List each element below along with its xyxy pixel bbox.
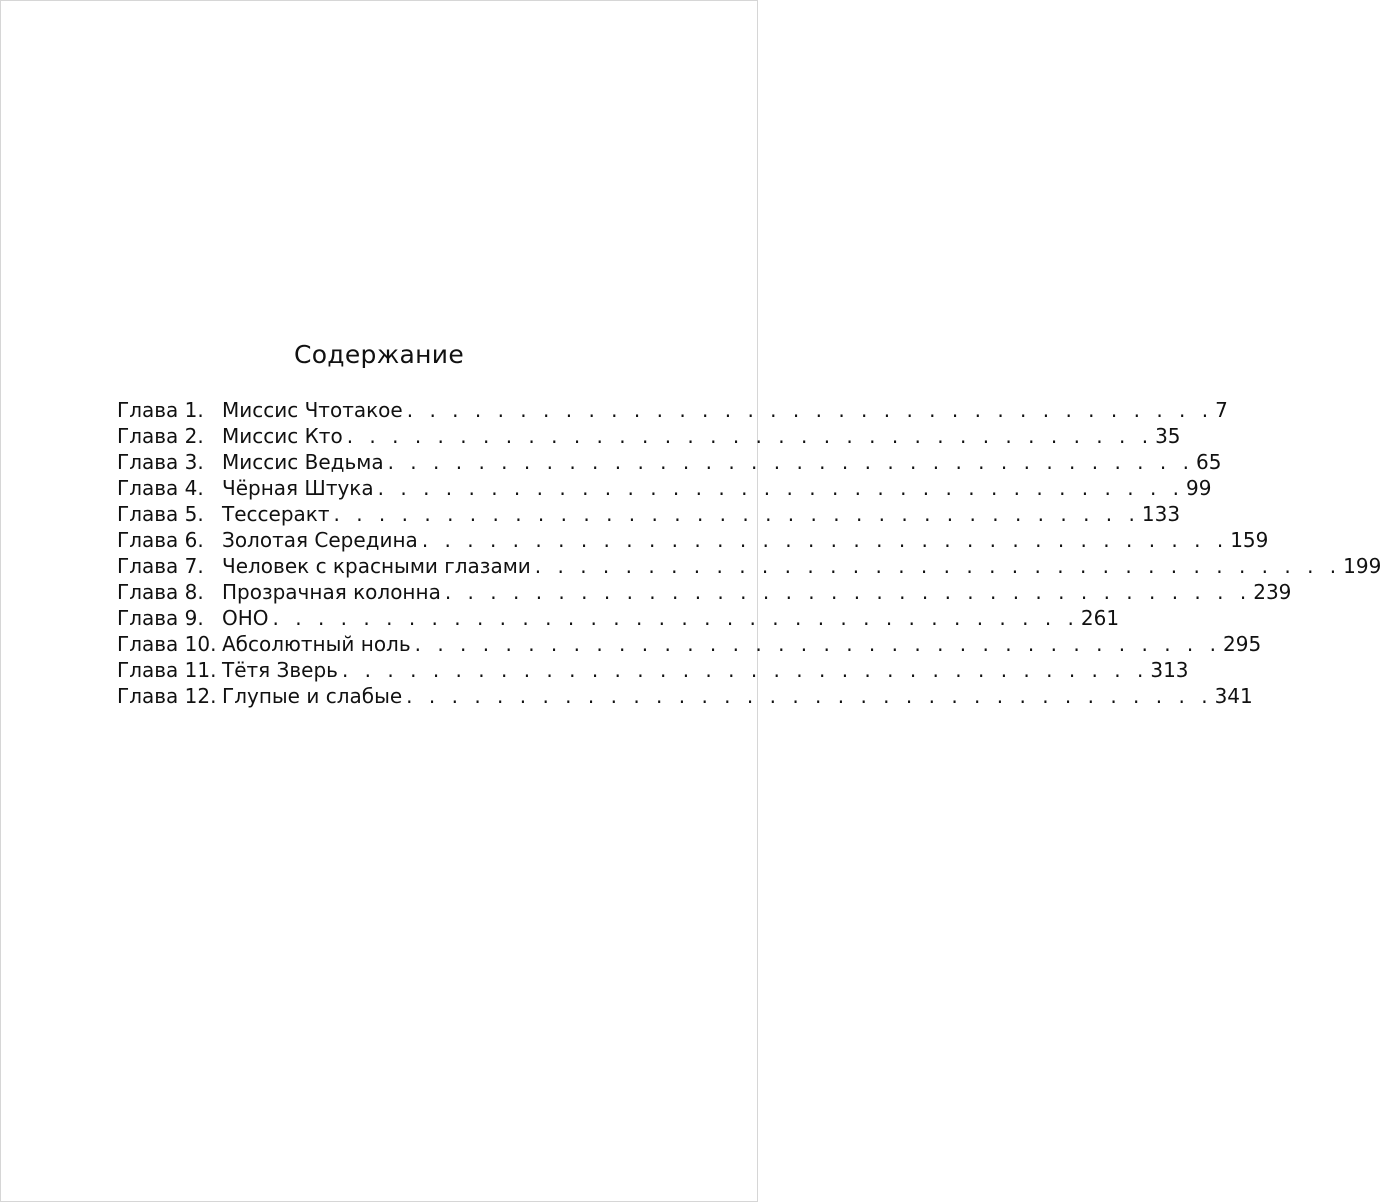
page-number: 261 — [1080, 606, 1120, 630]
toc-entry-1[interactable] — [117, 397, 1228, 423]
chapter-title: Золотая Середина — [222, 528, 418, 552]
chapter-title: Миссис Чтотакое — [222, 398, 403, 422]
page-title: Содержание — [293, 340, 465, 369]
toc-entry-10[interactable] — [117, 631, 1262, 657]
chapter-title: Прозрачная колонна — [222, 580, 441, 604]
chapter-number: Глава 9. — [117, 606, 204, 630]
dot-leader: . . . . . . . . . . . . . . . . . . . . . . . . . . . . . . . . . . . . — [377, 476, 1185, 500]
chapter-number: Глава 7. — [117, 554, 204, 578]
toc-entry-12[interactable] — [117, 683, 1253, 709]
dot-leader: . . . . . . . . . . . . . . . . . . . . . . . . . . . . . . . . . . . . — [406, 684, 1213, 708]
toc-entry-9[interactable] — [117, 605, 1120, 631]
chapter-number: Глава 8. — [117, 580, 204, 604]
page-number: 159 — [1230, 528, 1269, 552]
chapter-title: Абсолютный ноль — [222, 632, 411, 656]
toc-entry-3[interactable] — [117, 449, 1222, 475]
chapter-title: Чёрная Штука — [222, 476, 374, 500]
chapter-title: Тётя Зверь — [222, 658, 338, 682]
dot-leader: . . . . . . . . . . . . . . . . . . . . . . . . . . . . . . . . . . . . — [421, 528, 1229, 552]
chapter-title: Тессеракт — [222, 502, 330, 526]
dot-leader: . . . . . . . . . . . . . . . . . . . . . . . . . . . . . . . . . . . . — [333, 502, 1140, 526]
dot-leader: . . . . . . . . . . . . . . . . . . . . . . . . . . . . . . . . . . . . — [414, 632, 1222, 656]
dot-leader: . . . . . . . . . . . . . . . . . . . . . . . . . . . . . . . . . . . . — [272, 606, 1079, 630]
chapter-number: Глава 12. — [117, 684, 217, 708]
chapter-number: Глава 1. — [117, 398, 204, 422]
dot-leader: . . . . . . . . . . . . . . . . . . . . . . . . . . . . . . . . . . . . — [387, 450, 1194, 474]
toc-entry-5[interactable] — [117, 501, 1181, 527]
chapter-number: Глава 6. — [117, 528, 204, 552]
page-number: 239 — [1253, 580, 1292, 604]
dot-leader: . . . . . . . . . . . . . . . . . . . . . . . . . . . . . . . . . . . . — [341, 658, 1149, 682]
page-number: 7 — [1215, 398, 1228, 422]
page-number: 313 — [1150, 658, 1189, 682]
toc-entry-8[interactable] — [117, 579, 1292, 605]
dot-leader: . . . . . . . . . . . . . . . . . . . . . . . . . . . . . . . . . . . . — [346, 424, 1154, 448]
toc-entry-4[interactable] — [117, 475, 1212, 501]
toc-entry-7[interactable] — [117, 553, 1381, 579]
chapter-title: Человек с красными глазами — [222, 554, 531, 578]
chapter-number: Глава 3. — [117, 450, 204, 474]
toc-entry-6[interactable] — [117, 527, 1269, 553]
dot-leader: . . . . . . . . . . . . . . . . . . . . . . . . . . . . . . . . . . . . — [444, 580, 1252, 604]
chapter-number: Глава 5. — [117, 502, 204, 526]
chapter-title: Глупые и слабые — [222, 684, 403, 708]
table-of-contents — [117, 397, 1381, 709]
page-number: 35 — [1155, 424, 1181, 448]
toc-entry-11[interactable] — [117, 657, 1189, 683]
page-number: 295 — [1223, 632, 1262, 656]
chapter-title: ОНО — [222, 606, 269, 630]
dot-leader: . . . . . . . . . . . . . . . . . . . . . . . . . . . . . . . . . . . . — [534, 554, 1342, 578]
page-number: 99 — [1186, 476, 1212, 500]
dot-leader: . . . . . . . . . . . . . . . . . . . . . . . . . . . . . . . . . . . . — [406, 398, 1214, 422]
page-number: 65 — [1195, 450, 1222, 474]
toc-entry-2[interactable] — [117, 423, 1181, 449]
chapter-number: Глава 10. — [117, 632, 217, 656]
page-number: 199 — [1343, 554, 1381, 578]
chapter-title: Миссис Ведьма — [222, 450, 384, 474]
chapter-number: Глава 2. — [117, 424, 204, 448]
chapter-number: Глава 11. — [117, 658, 217, 682]
chapter-title: Миссис Кто — [222, 424, 343, 448]
page-number: 341 — [1214, 684, 1253, 708]
chapter-number: Глава 4. — [117, 476, 204, 500]
page-number: 133 — [1141, 502, 1181, 526]
